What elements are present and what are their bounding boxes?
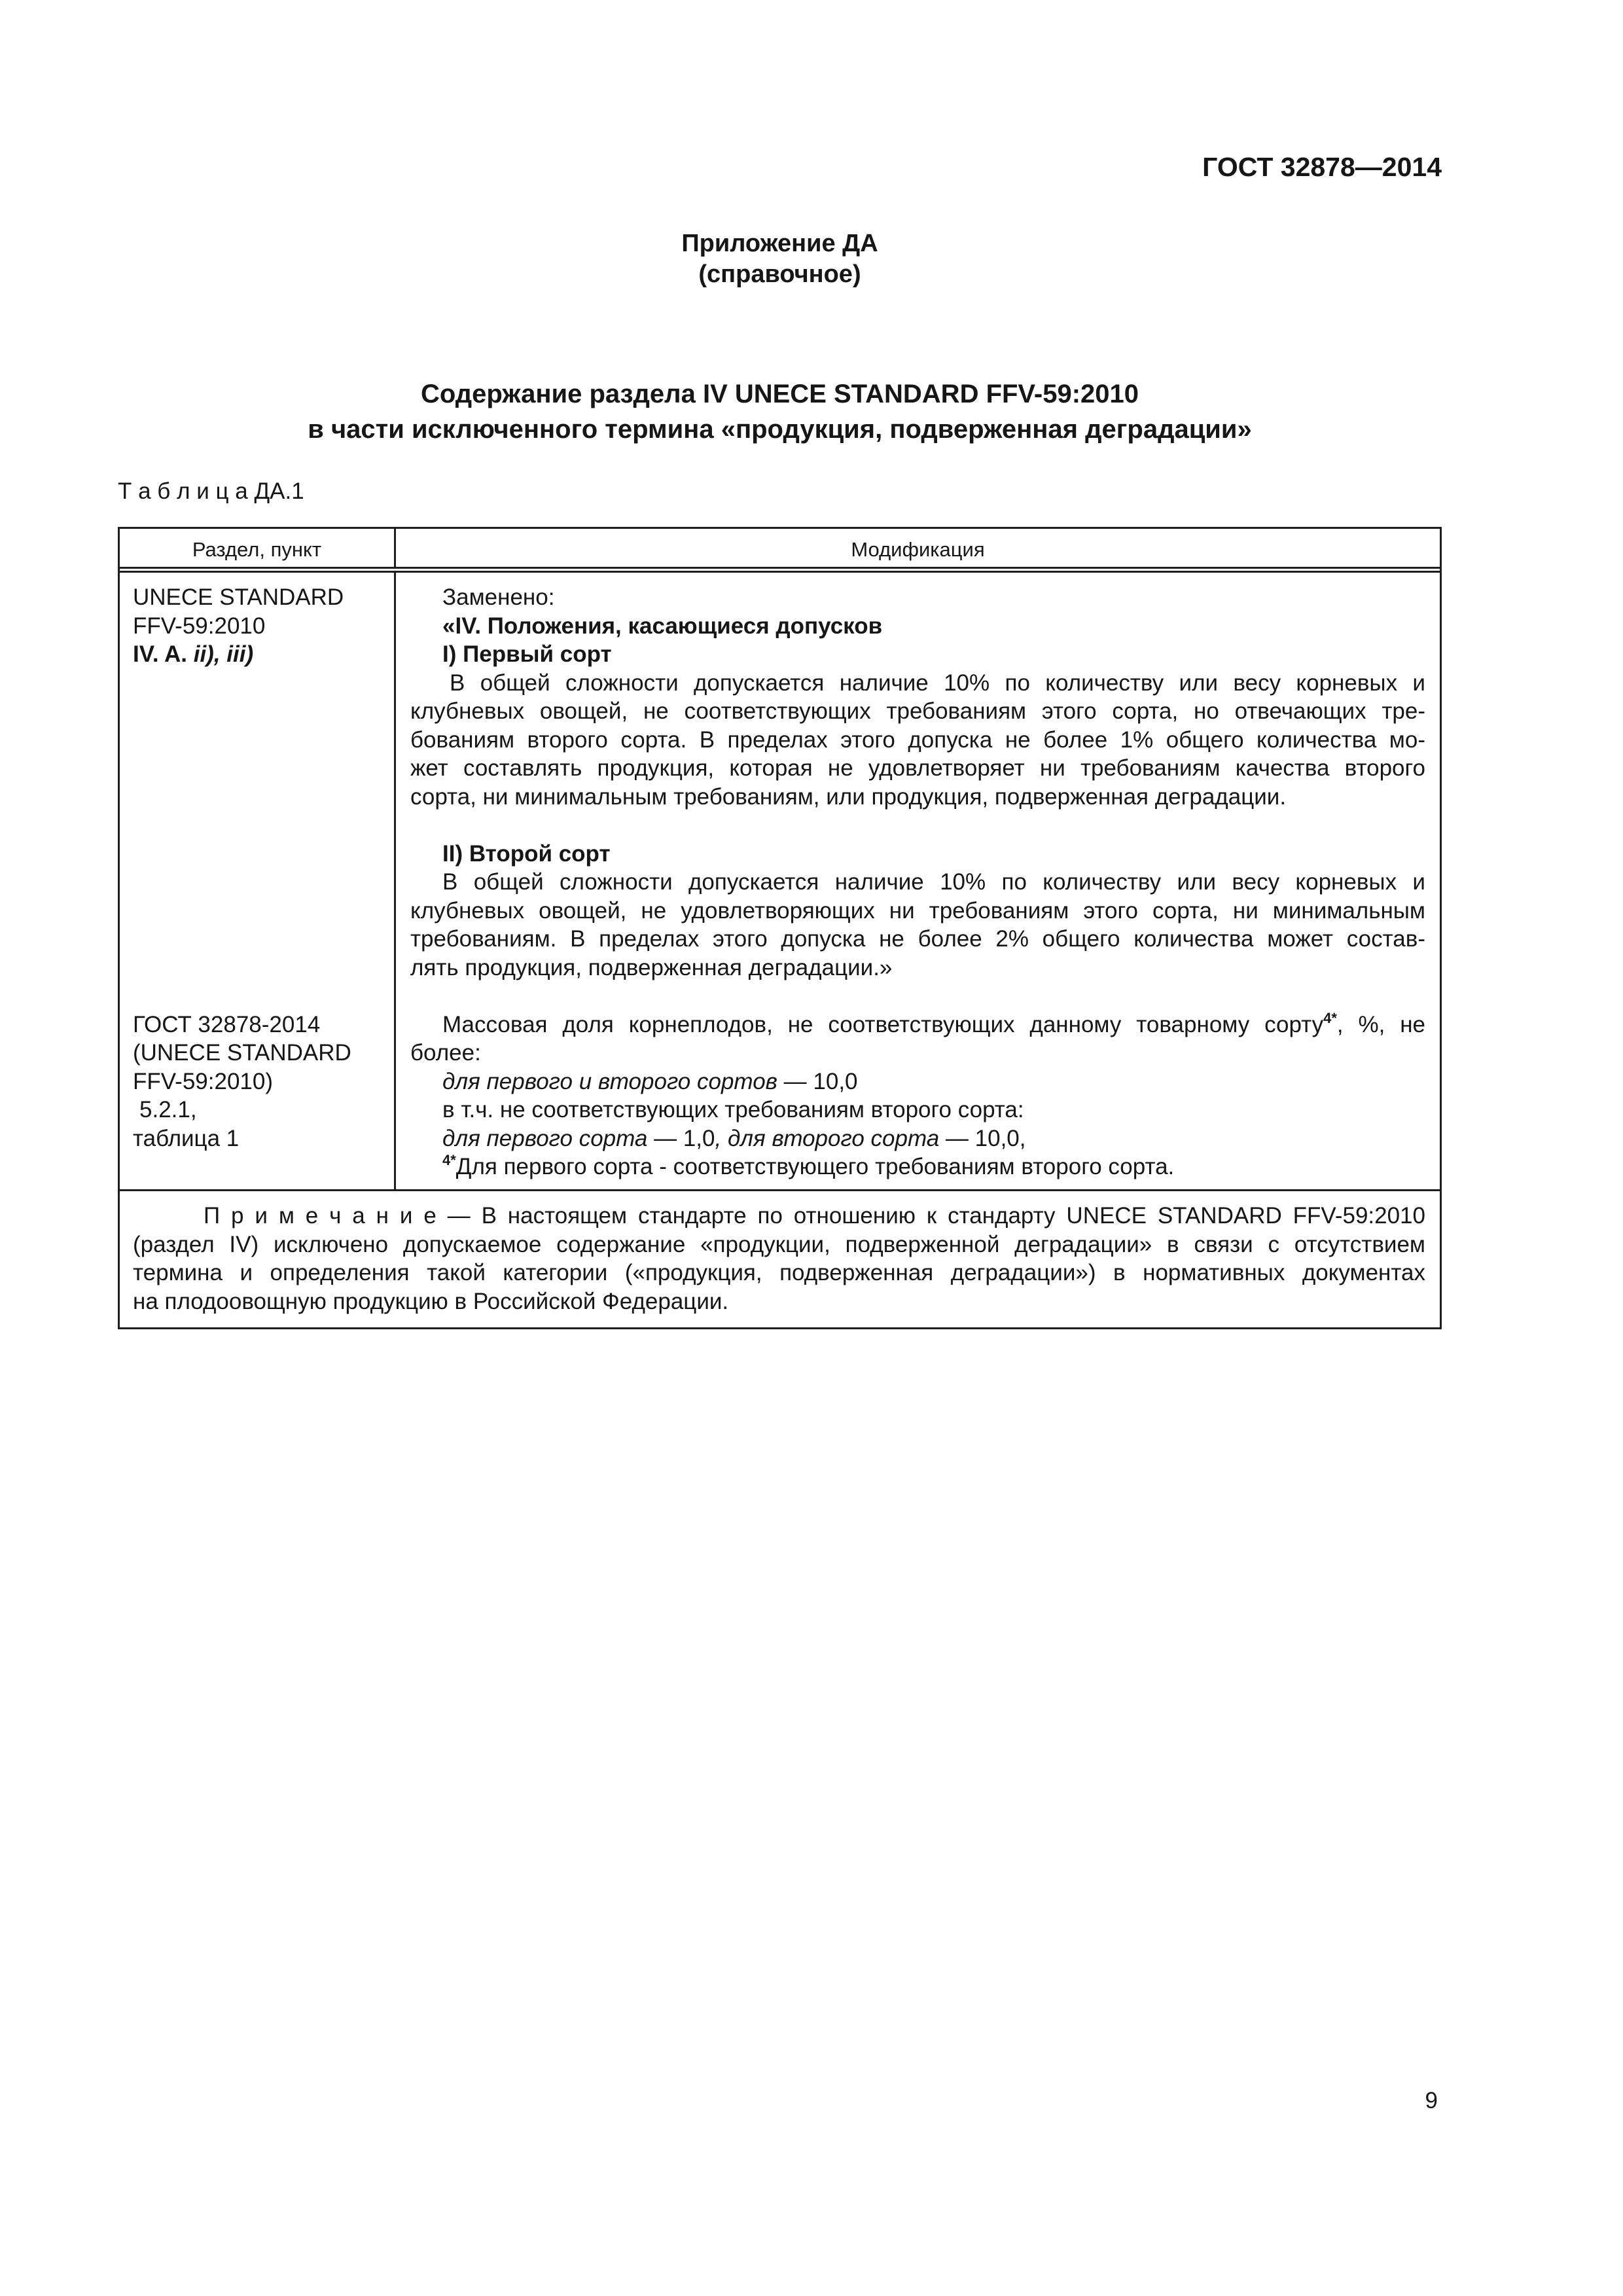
table-body-row [120,573,1440,1189]
blank-line [410,982,1425,1011]
section-ref-line: ГОСТ 32878-2014 [133,1011,321,1037]
section-column [120,573,396,1189]
mass-fraction-text: Массовая доля корнеплодов, не соответствующих данному товарному сорту [442,1011,1324,1037]
table-da1 [118,527,1442,1329]
footnote [410,1153,1425,1181]
table-header-row [120,529,1440,573]
mass-fraction-continuation: более: [410,1040,481,1066]
section-ref-line: UNECE STANDARD [133,584,344,610]
class-2-text-line: требованиям. В пределах этого допуска не более 2% общего количества может состав- [410,926,1425,952]
limit-both-grades-label: для первого и второго сортов [442,1068,777,1094]
provisions-title: «IV. Положения, касающиеся допусков [442,613,883,639]
limit-grade-2-label: , для второго сорта [715,1125,940,1151]
class-1-text-line: бованиям второго сорта. В пределах этого допуска не более 1% общего количества мо- [410,726,1425,753]
section-ref-line: 5.2.1, [139,1097,197,1122]
column-header-section: Раздел, пункт [120,529,396,567]
table-note [120,1189,1440,1327]
class-1-text-line: жет составлять продукция, которая не удовлетворяет ни требованиям качества второго [410,755,1425,781]
class-2-text-line: В общей сложности допускается наличие 10% по количеству или весу корневых и [442,869,1425,895]
limit-both-grades-value: — 10,0 [777,1068,858,1094]
class-1-text-line: В общей сложности допускается наличие 10% по количеству или весу корневых и [450,670,1425,696]
section-clause-line [133,640,387,669]
section-ref-line: FFV-59:2010 [133,613,266,639]
limit-both-grades [410,1067,1425,1096]
non-conforming-line: в т.ч. не соответствующих требованиям второго сорта: [442,1097,1024,1122]
section-heading [118,376,1442,447]
appendix-status: (справочное) [698,260,861,288]
note-line: термина и определения такой категории («продукция, подверженная деградации») в нормативных документах [133,1260,1425,1285]
modification-column [396,573,1440,1189]
appendix-heading [118,228,1442,290]
mass-fraction-tail: , %, не [1336,1011,1425,1037]
column-header-modification: Модификация [851,538,985,561]
limit-grade-1-label: для первого сорта [442,1125,648,1151]
class-2-text-line: лять продукция, подверженная деградации.» [410,954,893,980]
note-line: П р и м е ч а н и е — В настоящем стандарте по отношению к стандарту UNECE STANDARD FFV-59:2010 [204,1203,1425,1229]
note-line: (раздел IV) исключено допускаемое содержание «продукции, подверженной деградации» в связи с отсутствием [133,1231,1425,1257]
class-1-text-line: сорта, ни минимальным требованиям, или продукция, подверженная деградации. [410,783,1287,810]
note-line: на плодоовощную продукцию в Российской Федерации. [133,1288,729,1314]
limit-per-grade [410,1124,1425,1153]
footnote-reference: 4* [1323,1009,1337,1026]
document-number: ГОСТ 32878—2014 [1202,152,1442,182]
limit-grade-1-value: — 1,0 [647,1125,715,1151]
page-number: 9 [1425,2088,1438,2113]
blank-line [410,811,1425,840]
class-2-title: II) Второй сорт [442,840,611,867]
clause-bold: IV. A. [133,641,194,667]
footnote-text: Для первого сорта - соответствующего требованиям второго сорта. [455,1154,1175,1179]
section-ref-line: FFV-59:2010) [133,1068,273,1094]
heading-line-2: в части исключенного термина «продукция, подверженная деградации» [308,415,1252,444]
section-ref-block-2 [133,1011,387,1153]
replaced-label: Заменено: [442,584,555,610]
class-1-text-line: клубневых овощей, не соответствующих требованиям этого сорта, но отвечающих тре- [410,698,1425,724]
footnote-marker: 4* [442,1152,456,1168]
class-2-text-line: клубневых овощей, не удовлетворяющих ни требованиям этого сорта, ни минимальным [410,897,1425,924]
mass-fraction-line [410,1011,1425,1039]
table-label: Т а б л и ц а ДА.1 [118,478,304,504]
section-ref-line: таблица 1 [133,1125,240,1151]
appendix-title: Приложение ДА [681,230,878,257]
limit-grade-2-value: — 10,0, [939,1125,1026,1151]
clause-italic: ii), iii) [193,641,254,667]
class-1-title: I) Первый сорт [442,641,612,667]
section-ref-line: (UNECE STANDARD [133,1040,351,1066]
heading-line-1: Содержание раздела IV UNECE STANDARD FFV-59:2010 [420,380,1139,408]
